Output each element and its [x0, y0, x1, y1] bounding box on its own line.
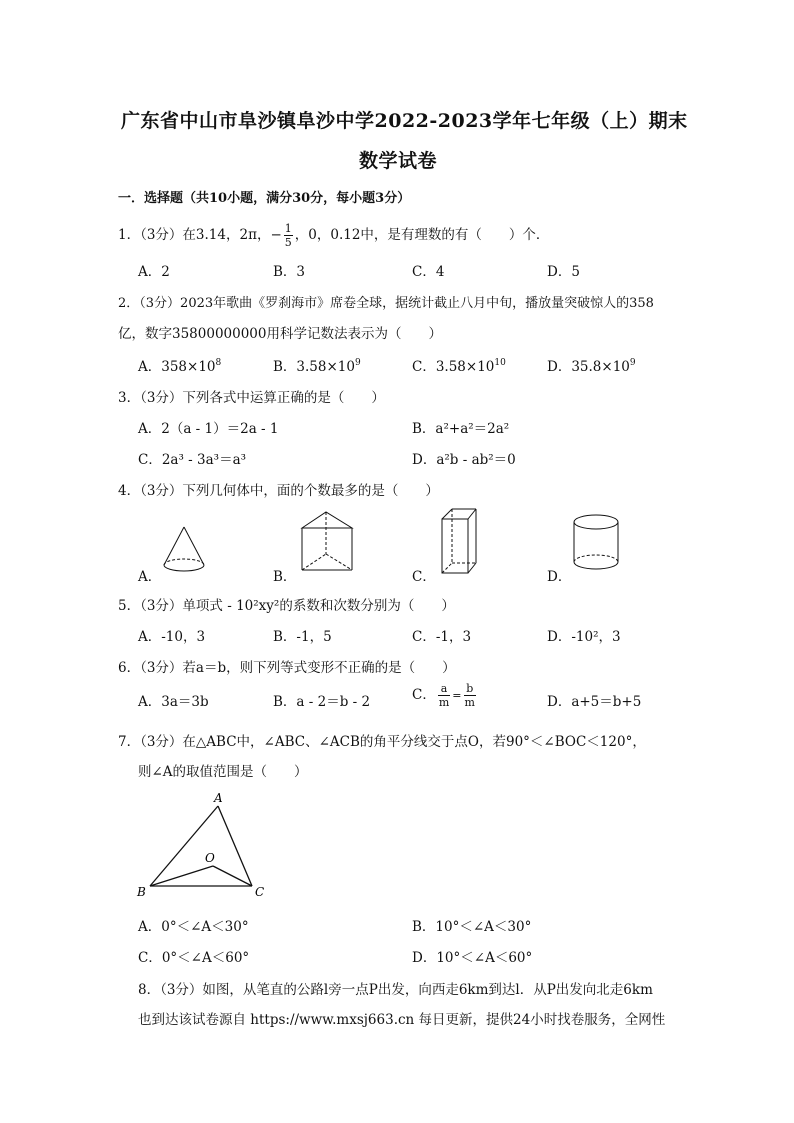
q6-option-c: C． $\frac{a}{m}$ = $\frac{b}{m}$: [412, 682, 475, 709]
q1-fraction: $\frac{1}{5}$: [284, 222, 292, 249]
cuboid-figure: [440, 507, 480, 577]
q3-option-b: B．a²+a²＝2a²: [412, 421, 510, 437]
label-a: A: [214, 791, 223, 805]
triangular-prism-figure: [298, 510, 358, 576]
q5-option-d: D．-10²，3: [547, 629, 621, 645]
question-3: 3．（3分）下列各式中运算正确的是（ ）: [118, 390, 385, 406]
q7-option-b: B．10°＜∠A＜30°: [412, 919, 532, 935]
q6-option-d: D．a+5＝b+5: [547, 694, 642, 710]
question-7-line2: 则∠A的取值范围是（ ）: [138, 764, 308, 780]
question-8-line1: 8．（3分）如图，从笔直的公路l旁一点P出发，向西走6km到达l．从P出发向北走6km: [138, 982, 653, 998]
q1-prefix: 1．（3分）在3.14，2π，−: [118, 227, 282, 243]
question-6: 6．（3分）若a＝b，则下列等式变形不正确的是（ ）: [118, 660, 456, 676]
question-8-line2: 也到达该试卷源自 https://www.mxsj663.cn 每日更新，提供24小时找卷服务，全网性: [138, 1012, 666, 1028]
label-o: O: [205, 851, 215, 865]
page-title: 广东省中山市阜沙镇阜沙中学2022-2023学年七年级（上）期末: [121, 110, 688, 132]
q3-option-a: A．2（a - 1）＝2a - 1: [138, 421, 279, 437]
question-4: 4．（3分）下列几何体中，面的个数最多的是（ ）: [118, 483, 439, 499]
q5-option-c: C．-1，3: [412, 629, 472, 645]
q7-option-d: D．10°＜∠A＜60°: [412, 950, 533, 966]
label-b: B: [137, 885, 146, 899]
question-2-line2: 亿，数字35800000000用科学记数法表示为（ ）: [118, 326, 442, 342]
q1-suffix: ，0，0.12中，是有理数的有（ ）个．: [294, 227, 550, 243]
q2-option-b: B．$3.58\times 10^9$: [273, 358, 361, 375]
q3-option-d: D．a²b - ab²＝0: [412, 452, 516, 468]
question-7-line1: 7．（3分）在△ABC中，∠ABC、∠ACB的角平分线交于点O，若90°＜∠BOC＜120°，: [118, 734, 646, 750]
q1-option-d: D．5: [547, 264, 580, 280]
q4-option-a: A．: [138, 569, 162, 585]
q5-option-b: B．-1，5: [273, 629, 332, 645]
q4-option-b: B．: [273, 569, 297, 585]
label-c: C: [255, 885, 265, 899]
q6-option-b: B．a - 2＝b - 2: [273, 694, 371, 710]
triangle-abc-figure: [135, 788, 270, 903]
q1-option-b: B．3: [273, 264, 306, 280]
page-subtitle: 数学试卷: [359, 150, 438, 172]
q5-option-a: A．-10，3: [138, 629, 206, 645]
q7-option-a: A．0°＜∠A＜30°: [138, 919, 249, 935]
q4-option-d: D．: [547, 569, 572, 585]
q1-option-a: A．2: [138, 264, 170, 280]
q1-option-c: C．4: [412, 264, 445, 280]
cone-figure: [160, 525, 210, 575]
q4-option-c: C．: [412, 569, 436, 585]
cylinder-figure: [572, 513, 622, 573]
q6-option-a: A．3a＝3b: [138, 694, 209, 710]
q2-option-c: C．$3.58\times 10^{10}$: [412, 358, 506, 375]
q2-option-d: D．$35.8\times 10^9$: [547, 358, 636, 375]
section-heading: 一．选择题（共10小题，满分30分，每小题3分）: [118, 191, 411, 206]
question-5: 5．（3分）单项式 - 10²xy²的系数和次数分别为（ ）: [118, 598, 455, 614]
q3-option-c: C．2a³ - 3a³＝a³: [138, 452, 247, 468]
q7-option-c: C．0°＜∠A＜60°: [138, 950, 250, 966]
question-1: [118, 222, 549, 249]
q2-option-a: A．$358\times 10^8$: [138, 358, 222, 375]
question-2-line1: 2．（3分）2023年歌曲《罗刹海市》席卷全球，据统计截止八月中旬，播放量突破惊人的358: [118, 296, 654, 311]
